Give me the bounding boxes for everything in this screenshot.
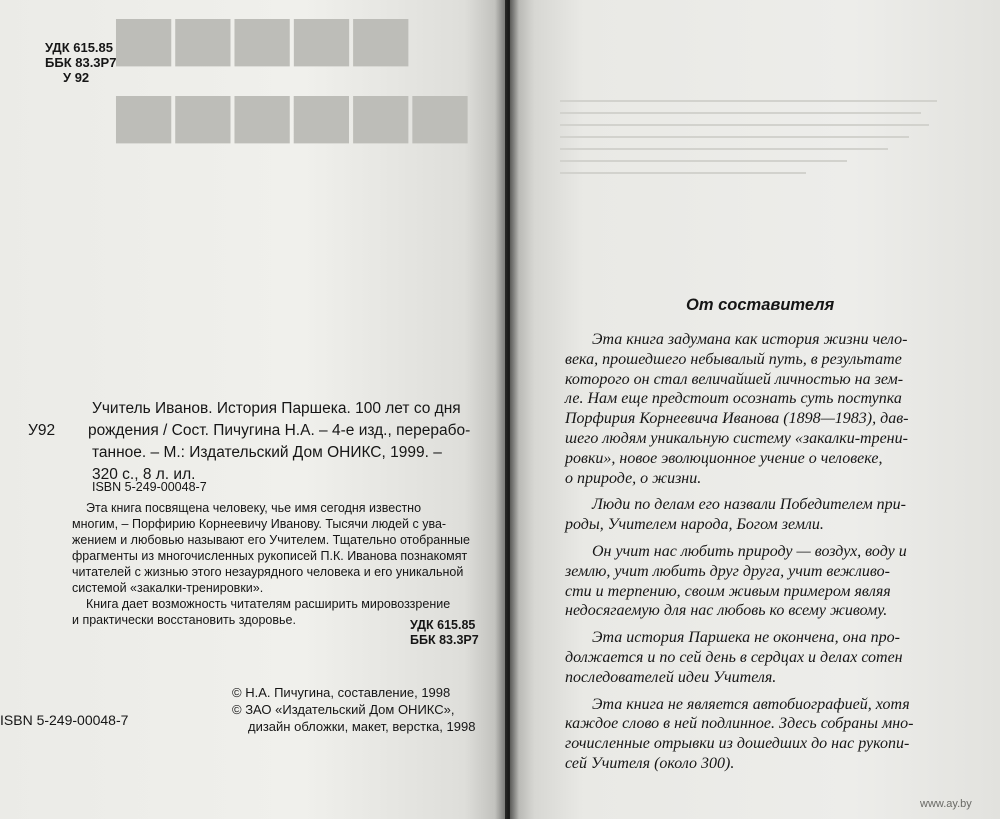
- preface-paragraph: [565, 495, 975, 535]
- bibliographic-record: [28, 398, 498, 486]
- biblio-line: 320 с., 8 л. ил.: [92, 466, 196, 483]
- annotation-line: Книга дает возможность читателям расширить мировоззрение: [86, 597, 451, 611]
- annotation-line: Эта книга посвящена человеку, чье имя сегодня известно: [86, 501, 422, 515]
- preface-line: землю, учит любить друг друга, учит вежливо-: [565, 562, 890, 580]
- annotation: [72, 500, 492, 628]
- preface-line: шего людям уникальную систему «закалки-трени-: [565, 429, 908, 447]
- biblio-line: танное. – М.: Издательский Дом ОНИКС, 1999. –: [92, 444, 442, 461]
- preface-line: гочисленные отрывки из дошедших до нас рукопи-: [565, 735, 910, 753]
- classification-codes: [45, 40, 116, 85]
- show-through-ghost: ▀▀▀▀▀▀: [112, 96, 468, 184]
- preface-line: ле. Нам еще предстоит осознать суть поступка: [565, 390, 902, 408]
- annotation-line: многим, – Порфирию Корнеевичу Иванову. Тысячи людей с ува-: [72, 517, 447, 531]
- biblio-mark: У92: [28, 422, 56, 439]
- preface-line: Эта история Паршека не окончена, она про-: [592, 629, 900, 647]
- show-through-lines: [560, 90, 970, 184]
- copyright-line: © ЗАО «Издательский Дом ОНИКС»,: [232, 702, 455, 717]
- copyright-line: © Н.А. Пичугина, составление, 1998: [232, 685, 451, 700]
- preface-line: должается и по сей день в сердцах и делах сотен: [565, 648, 903, 666]
- udk-code: УДК 615.85: [410, 618, 476, 632]
- bbk-code: ББК 83.3Р7: [45, 55, 117, 70]
- preface-line: Люди по делам его назвали Победителем при-: [592, 496, 906, 514]
- author-mark: У 92: [63, 70, 90, 85]
- preface-line: Эта книга не является автобиографией, хотя: [592, 695, 910, 713]
- annotation-line: читателей с жизнью этого незаурядного человека и его уникальной: [72, 565, 464, 579]
- preface-line: Эта книга задумана как история жизни чело-: [592, 331, 908, 348]
- preface-text: [565, 330, 975, 774]
- biblio-line: рождения / Сост. Пичугина Н.А. – 4-е изд., перерабо-: [88, 422, 471, 439]
- annotation-line: жением и любовью называют его Учителем. Тщательно отобранные: [72, 533, 470, 547]
- isbn-line: ISBN 5-249-00048-7: [92, 480, 207, 494]
- preface-line: сей Учителя (около 300).: [565, 754, 735, 772]
- site-watermark: www.ay.by: [920, 798, 972, 810]
- preface-line: которого он стал величайшей личностью на зем-: [565, 370, 904, 388]
- bbk-code: ББК 83.3Р7: [410, 633, 479, 647]
- preface-line: недосягаемую для нас любовь ко всему живому.: [565, 602, 888, 620]
- page-title: От составителя: [686, 296, 835, 314]
- copyright-line: дизайн обложки, макет, верстка, 1998: [248, 719, 476, 734]
- preface-paragraph: [565, 628, 975, 687]
- preface-line: века, прошедшего небывалый путь, в результате: [565, 350, 902, 368]
- preface-line: каждое слово в ней подлинное. Здесь собраны мно-: [565, 715, 914, 733]
- preface-line: о природе, о жизни.: [565, 469, 702, 487]
- biblio-line: Учитель Иванов. История Паршека. 100 лет со дня: [92, 400, 461, 417]
- book-gutter: [495, 0, 519, 819]
- preface-line: ровки», новое эволюционное учение о человеке,: [565, 449, 883, 467]
- annotation-line: системой «закалки-тренировки».: [72, 581, 264, 595]
- preface-line: роды, Учителем народа, Богом земли.: [565, 516, 824, 534]
- preface-paragraph: [565, 695, 975, 774]
- annotation-paragraph: [72, 500, 492, 596]
- annotation-line: и практически восстановить здоровье.: [72, 613, 296, 627]
- copyright-block: [232, 684, 475, 735]
- isbn-bottom: ISBN 5-249-00048-7: [0, 712, 129, 728]
- preface-line: Он учит нас любить природу — воздух, воду и: [592, 542, 907, 560]
- preface-line: Порфирия Корнеевича Иванова (1898—1983), дав-: [565, 410, 909, 428]
- show-through-ghost: ▀▀▀▀▀: [112, 19, 409, 107]
- preface-line: сти и терпению, своим живым примером являя: [565, 582, 891, 600]
- preface-paragraph: [565, 330, 975, 488]
- annotation-line: фрагменты из многочисленных рукописей П.К. Иванова познакомят: [72, 549, 468, 563]
- preface-paragraph: [565, 542, 975, 621]
- classification-codes-bottom: [410, 618, 479, 648]
- udk-code: УДК 615.85: [45, 40, 113, 55]
- preface-line: последователей идеи Учителя.: [565, 668, 777, 686]
